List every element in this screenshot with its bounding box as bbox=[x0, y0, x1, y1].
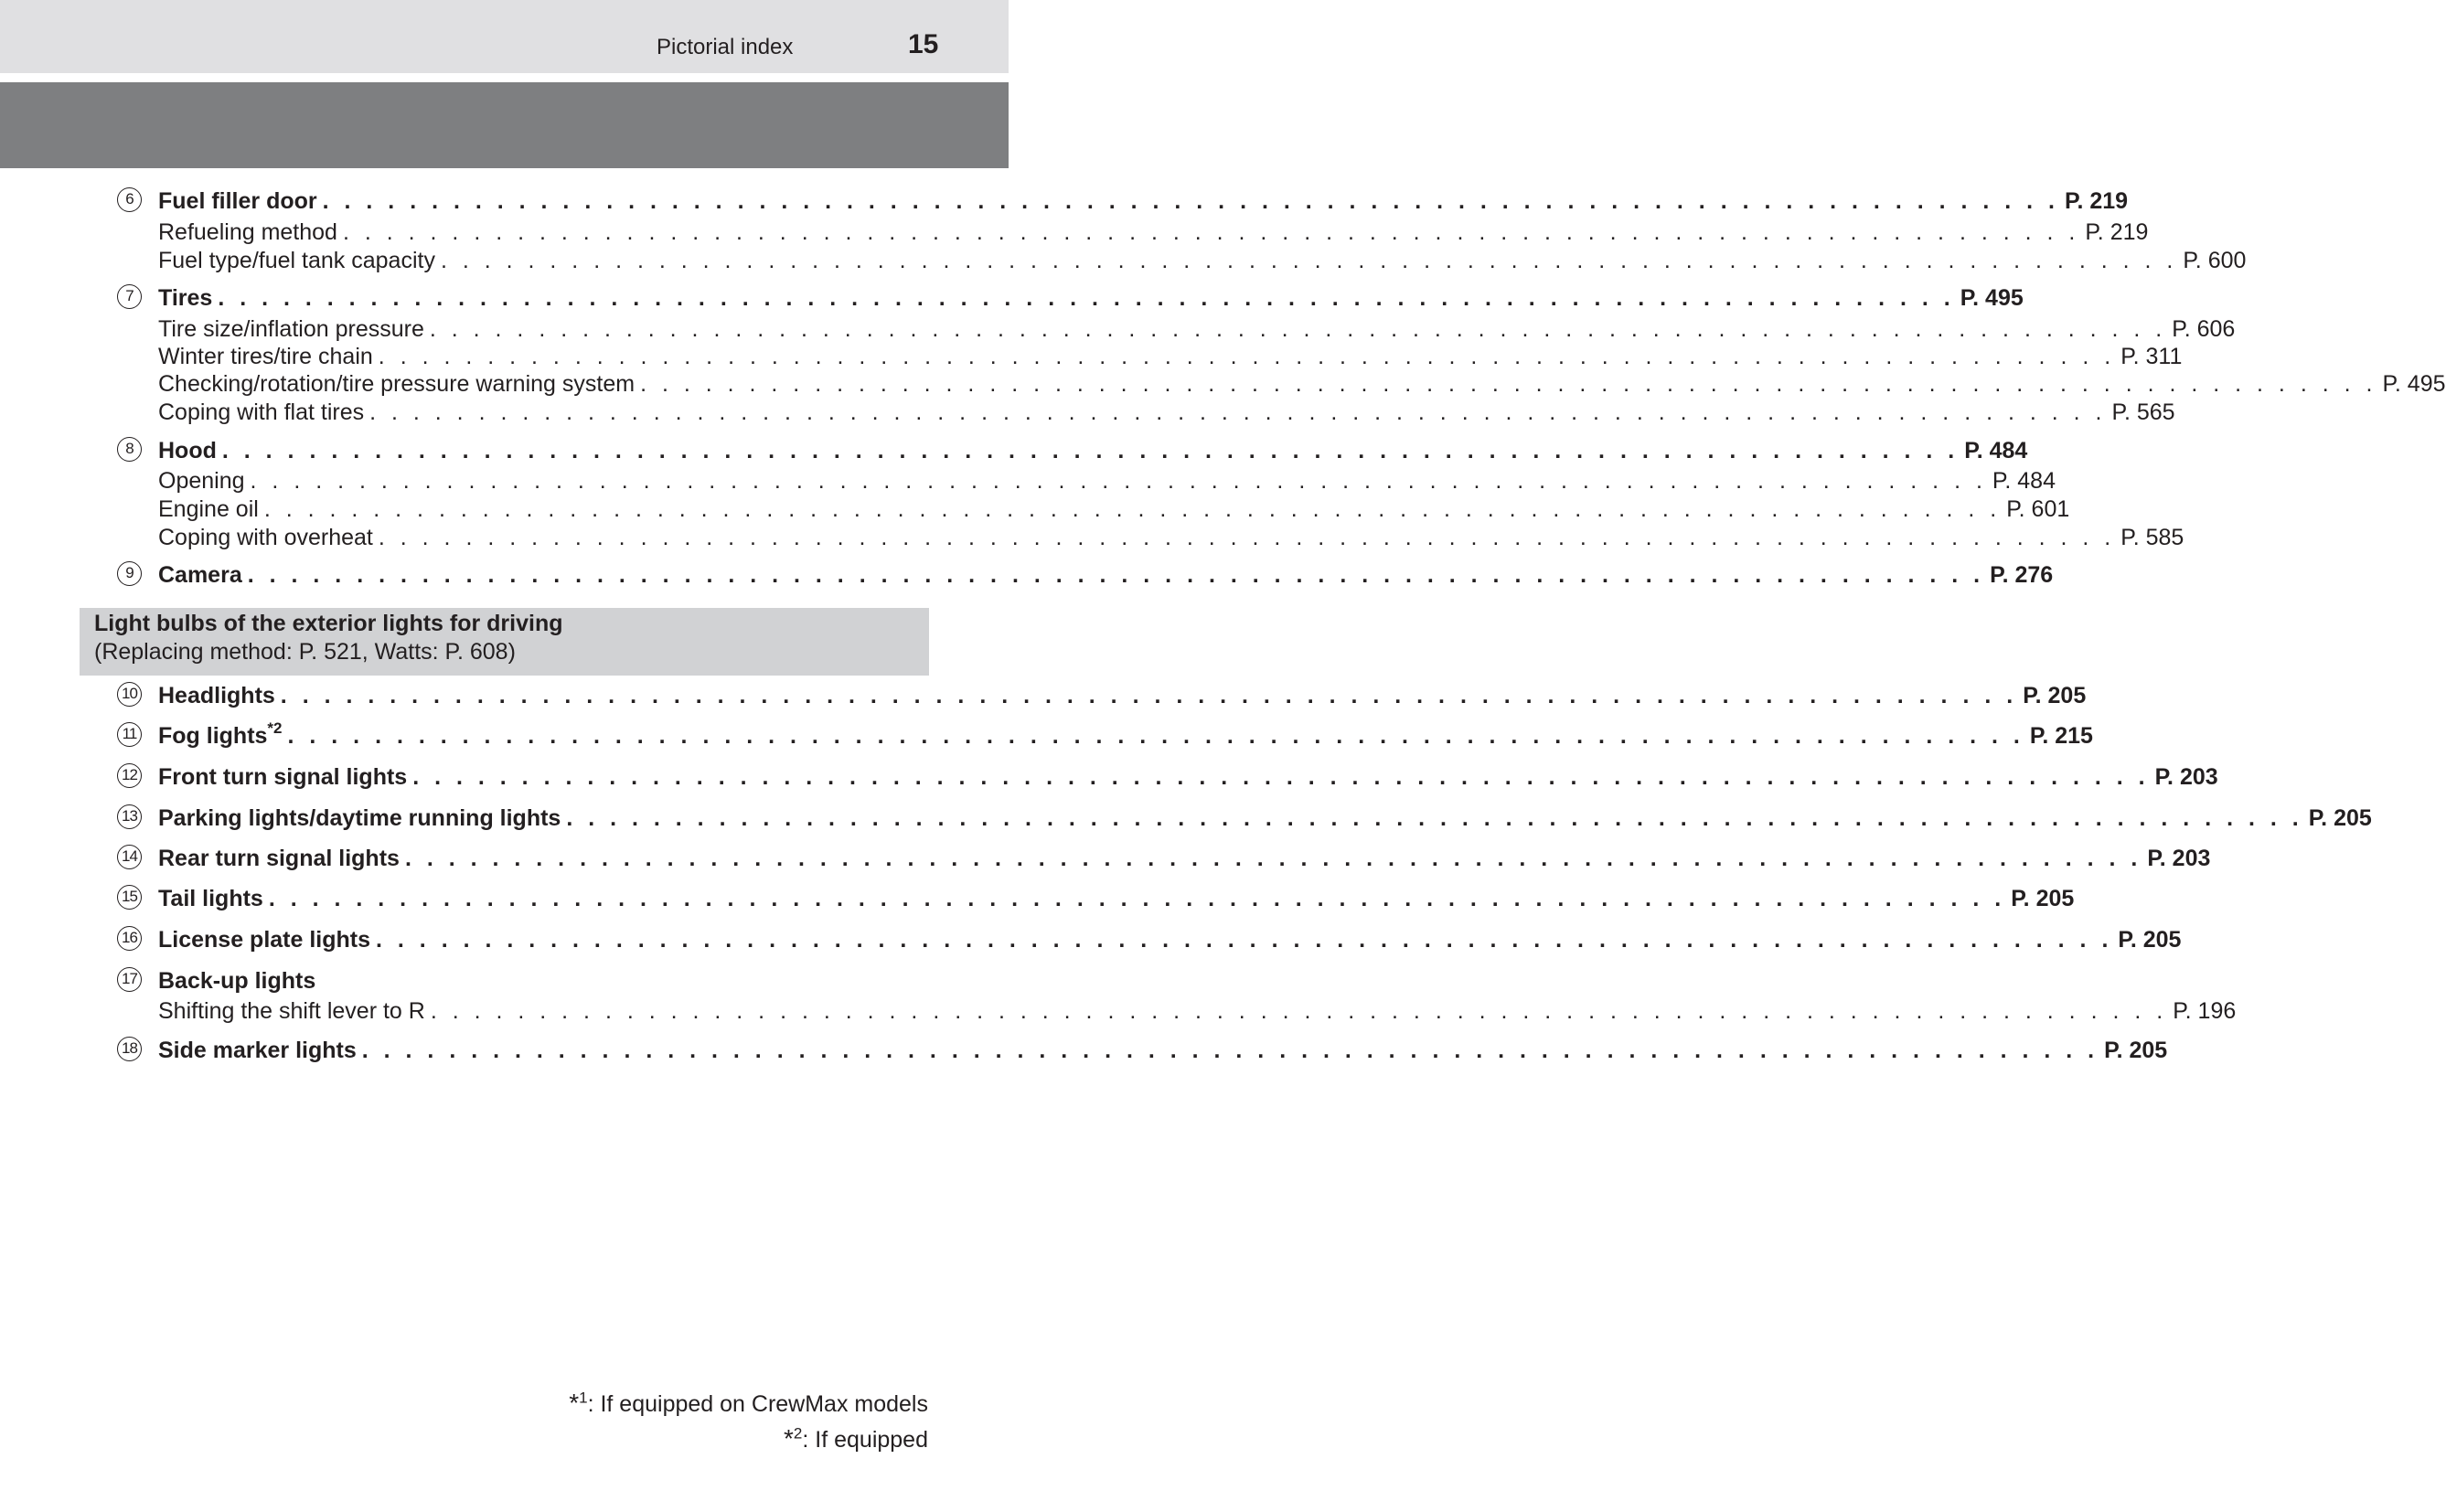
index-subentry bbox=[117, 218, 2149, 248]
entry-label bbox=[158, 804, 561, 832]
page-reference[interactable]: P. 495 bbox=[1960, 285, 2024, 311]
footnote-number: 1 bbox=[579, 1389, 588, 1407]
entry-label-text: Hood bbox=[158, 438, 217, 463]
footnote-text: : If equipped on CrewMax models bbox=[587, 1391, 928, 1417]
entry-label-text: Fog lights bbox=[158, 723, 268, 749]
footnote-1 bbox=[569, 1389, 928, 1418]
entry-line bbox=[158, 343, 2183, 370]
page-reference[interactable]: P. 203 bbox=[2154, 764, 2218, 790]
page-reference[interactable]: P. 205 bbox=[2118, 927, 2182, 953]
entry-label bbox=[158, 719, 283, 750]
page-reference[interactable]: P. 219 bbox=[2085, 219, 2149, 245]
page-reference[interactable]: P. 484 bbox=[1964, 438, 2028, 463]
entry-label-text: Back-up lights bbox=[158, 968, 316, 994]
page-reference[interactable]: P. 219 bbox=[2065, 188, 2129, 214]
page-reference[interactable]: P. 205 bbox=[2104, 1038, 2168, 1063]
entry-line bbox=[158, 997, 2237, 1025]
page-reference[interactable]: P. 205 bbox=[2308, 805, 2372, 831]
entry-label-text: Tire size/inflation pressure bbox=[158, 316, 424, 342]
entry-label-text: License plate lights bbox=[158, 927, 371, 953]
page-reference[interactable]: P. 585 bbox=[2120, 525, 2184, 550]
index-entry bbox=[117, 967, 887, 996]
index-entry bbox=[117, 926, 2182, 955]
entry-line bbox=[158, 247, 2247, 274]
entry-label bbox=[158, 370, 635, 398]
entry-label bbox=[158, 284, 212, 312]
page-reference[interactable]: P. 601 bbox=[2006, 496, 2070, 522]
entry-line bbox=[158, 561, 2054, 589]
page-number: 15 bbox=[908, 29, 939, 59]
entry-number-badge: 18 bbox=[117, 1037, 142, 1061]
entry-label-text: Rear turn signal lights bbox=[158, 846, 400, 871]
entry-label-text: Headlights bbox=[158, 683, 275, 708]
entry-label-text: Camera bbox=[158, 562, 242, 588]
page-reference[interactable]: P. 606 bbox=[2172, 316, 2236, 342]
dot-leader: . . . . . . . . . . . . . . . . . . . . . . . . . . . . . . . . . . . . . . . . . . . . . . . . . . . . . . . . . . . . . . . . . . . . . . . . . . . . . . . . bbox=[268, 886, 2006, 911]
entry-line bbox=[158, 370, 2446, 398]
index-subentry bbox=[117, 370, 2446, 399]
page-reference[interactable]: P. 215 bbox=[2029, 723, 2093, 749]
entry-label-text: Refueling method bbox=[158, 219, 337, 245]
dot-leader: . . . . . . . . . . . . . . . . . . . . . . . . . . . . . . . . . . . . . . . . . . . . . . . . . . . . . . . . . . . . . . . . . . . . . . . . . . . . . . . . bbox=[412, 764, 2150, 790]
entry-label bbox=[158, 315, 424, 343]
dot-leader: . . . . . . . . . . . . . . . . . . . . . . . . . . . . . . . . . . . . . . . . . . . . . . . . . . . . . . . . . . . . . . . . . . . . . . . . . . . . . . . . bbox=[342, 219, 2080, 245]
section-header-title: Pictorial index bbox=[657, 35, 794, 59]
dot-leader: . . . . . . . . . . . . . . . . . . . . . . . . . . . . . . . . . . . . . . . . . . . . . . . . . . . . . . . . . . . . . . . . . . . . . . . . . . . . . . . . bbox=[361, 1038, 2099, 1063]
entry-label bbox=[158, 187, 317, 215]
entry-line bbox=[158, 187, 2129, 215]
index-entry bbox=[117, 763, 2218, 793]
page-reference[interactable]: P. 495 bbox=[2382, 371, 2446, 397]
page-reference[interactable]: P. 311 bbox=[2120, 344, 2183, 369]
dot-leader: . . . . . . . . . . . . . . . . . . . . . . . . . . . . . . . . . . . . . . . . . . . . . . . . . . . . . . . . . . . . . . . . . . . . . . . . . . . . . . . . bbox=[378, 525, 2116, 550]
entry-line bbox=[158, 682, 2087, 709]
entry-number-badge: 10 bbox=[117, 682, 142, 707]
dot-leader: . . . . . . . . . . . . . . . . . . . . . . . . . . . . . . . . . . . . . . . . . . . . . . . . . . . . . . . . . . . . . . . . . . . . . . . . . . . . . . . . bbox=[369, 399, 2107, 425]
entry-label-text: Coping with flat tires bbox=[158, 399, 365, 425]
dot-leader: . . . . . . . . . . . . . . . . . . . . . . . . . . . . . . . . . . . . . . . . . . . . . . . . . . . . . . . . . . . . . . . . . . . . . . . . . . . . . . . . bbox=[218, 285, 1955, 311]
entry-label bbox=[158, 682, 275, 709]
entry-number-badge: 8 bbox=[117, 437, 142, 462]
index-entry bbox=[117, 804, 2372, 834]
entry-number-badge: 16 bbox=[117, 926, 142, 951]
section-subtitle: (Replacing method: P. 521, Watts: P. 608) bbox=[94, 639, 516, 665]
entry-label-text: Tail lights bbox=[158, 886, 263, 911]
entry-label-text: Front turn signal lights bbox=[158, 764, 408, 790]
index-entry bbox=[117, 845, 2211, 874]
entry-number-badge: 14 bbox=[117, 845, 142, 869]
dot-leader: . . . . . . . . . . . . . . . . . . . . . . . . . . . . . . . . . . . . . . . . . . . . . . . . . . . . . . . . . . . . . . . . . . . . . . . . . . . . . . . . bbox=[221, 438, 1960, 463]
entry-line bbox=[158, 885, 2075, 912]
entry-label-text: Side marker lights bbox=[158, 1038, 357, 1063]
dot-leader: . . . . . . . . . . . . . . . . . . . . . . . . . . . . . . . . . . . . . . . . . . . . . . . . . . . . . . . . . . . . . . . . . . . . . . . . . . . . . . . . bbox=[376, 927, 2113, 953]
entry-label bbox=[158, 247, 435, 274]
page-reference[interactable]: P. 205 bbox=[2011, 886, 2075, 911]
dot-leader: . . . . . . . . . . . . . . . . . . . . . . . . . . . . . . . . . . . . . . . . . . . . . . . . . . . . . . . . . . . . . . . . . . . . . . . . . . . . . . . . bbox=[566, 805, 2303, 831]
footnote-2 bbox=[784, 1424, 928, 1453]
entry-line bbox=[158, 315, 2236, 343]
entry-number-badge: 6 bbox=[117, 187, 142, 212]
header-grey-band bbox=[0, 82, 1009, 168]
dot-leader: . . . . . . . . . . . . . . . . . . . . . . . . . . . . . . . . . . . . . . . . . . . . . . . . . . . . . . . . . . . . . . . . . . . . . . . . . . . . . . . . bbox=[280, 683, 2018, 708]
entry-number-badge: 13 bbox=[117, 804, 142, 829]
entry-line bbox=[158, 284, 2024, 312]
entry-label bbox=[158, 763, 407, 791]
entry-number-badge: 12 bbox=[117, 763, 142, 788]
entry-label-text: Checking/rotation/tire pressure warning system bbox=[158, 371, 636, 397]
header-band bbox=[0, 0, 1009, 73]
index-entry bbox=[117, 1037, 2168, 1066]
dot-leader: . . . . . . . . . . . . . . . . . . . . . . . . . . . . . . . . . . . . . . . . . . . . . . . . . . . . . . . . . . . . . . . . . . . . . . . . . . . . . . . . bbox=[247, 562, 1985, 588]
page-reference[interactable]: P. 205 bbox=[2023, 683, 2087, 708]
entry-label bbox=[158, 524, 373, 551]
dot-leader: . . . . . . . . . . . . . . . . . . . . . . . . . . . . . . . . . . . . . . . . . . . . . . . . . . . . . . . . . . . . . . . . . . . . . . . . . . . . . . . . bbox=[250, 468, 1987, 494]
index-subentry bbox=[117, 467, 2056, 496]
entry-label bbox=[158, 1037, 357, 1064]
index-entry bbox=[117, 187, 2129, 217]
entry-number-badge: 7 bbox=[117, 284, 142, 309]
index-entry bbox=[117, 885, 2075, 914]
entry-label-text: Tires bbox=[158, 285, 213, 311]
index-subentry bbox=[117, 524, 2184, 553]
entry-label bbox=[158, 926, 370, 953]
entry-line bbox=[158, 399, 2175, 426]
section-title: Light bulbs of the exterior lights for driving bbox=[94, 611, 563, 636]
dot-leader: . . . . . . . . . . . . . . . . . . . . . . . . . . . . . . . . . . . . . . . . . . . . . . . . . . . . . . . . . . . . . . . . . . . . . . . . . . . . . . . . bbox=[640, 371, 2377, 397]
dot-leader: . . . . . . . . . . . . . . . . . . . . . . . . . . . . . . . . . . . . . . . . . . . . . . . . . . . . . . . . . . . . . . . . . . . . . . . . . . . . . . . . bbox=[263, 496, 2002, 522]
entry-number-badge: 11 bbox=[117, 722, 142, 747]
dot-leader: . . . . . . . . . . . . . . . . . . . . . . . . . . . . . . . . . . . . . . . . . . . . . . . . . . . . . . . . . . . . . . . . . . . . . . . . . . . . . . . . bbox=[322, 188, 2060, 214]
entry-number-badge: 17 bbox=[117, 967, 142, 992]
index-entry bbox=[117, 437, 2028, 466]
dot-leader: . . . . . . . . . . . . . . . . . . . . . . . . . . . . . . . . . . . . . . . . . . . . . . . . . . . . . . . . . . . . . . . . . . . . . . . . . . . . . . . . bbox=[404, 846, 2142, 871]
entry-line bbox=[158, 719, 2093, 750]
entry-line bbox=[158, 467, 2056, 495]
footnote-number: 2 bbox=[793, 1424, 803, 1443]
entry-line bbox=[158, 1037, 2168, 1064]
entry-label-text: Winter tires/tire chain bbox=[158, 344, 373, 369]
entry-line bbox=[158, 495, 2070, 523]
entry-label bbox=[158, 845, 400, 872]
entry-label bbox=[158, 561, 242, 589]
page-reference[interactable]: P. 196 bbox=[2173, 998, 2237, 1024]
entry-label bbox=[158, 967, 315, 995]
entry-line bbox=[158, 218, 2149, 246]
entry-label bbox=[158, 885, 263, 912]
index-subentry bbox=[117, 495, 2070, 525]
footnote-text: : If equipped bbox=[802, 1427, 928, 1453]
page-reference[interactable]: P. 600 bbox=[2183, 248, 2247, 273]
entry-label bbox=[158, 997, 425, 1025]
entry-label bbox=[158, 218, 337, 246]
dot-leader: . . . . . . . . . . . . . . . . . . . . . . . . . . . . . . . . . . . . . . . . . . . . . . . . . . . . . . . . . . . . . . . . . . . . . . . . . . . . . . . . bbox=[287, 723, 2024, 749]
dot-leader: . . . . . . . . . . . . . . . . . . . . . . . . . . . . . . . . . . . . . . . . . . . . . . . . . . . . . . . . . . . . . . . . . . . . . . . . . . . . . . . . bbox=[429, 316, 2167, 342]
index-subentry bbox=[117, 997, 2237, 1027]
entry-label-text: Fuel filler door bbox=[158, 188, 317, 214]
entry-number-badge: 9 bbox=[117, 561, 142, 586]
entry-line bbox=[158, 967, 887, 995]
entry-label-text: Opening bbox=[158, 468, 245, 494]
entry-label bbox=[158, 495, 259, 523]
footnote-reference: *2 bbox=[267, 719, 283, 737]
entry-label bbox=[158, 343, 373, 370]
index-entry bbox=[117, 719, 2093, 751]
dot-leader: . . . . . . . . . . . . . . . . . . . . . . . . . . . . . . . . . . . . . . . . . . . . . . . . . . . . . . . . . . . . . . . . . . . . . . . . . . . . . . . . bbox=[378, 344, 2116, 369]
index-entry bbox=[117, 682, 2087, 711]
entry-line bbox=[158, 763, 2218, 791]
entry-label-text: Fuel type/fuel tank capacity bbox=[158, 248, 435, 273]
entry-line bbox=[158, 845, 2211, 872]
entry-label-text: Coping with overheat bbox=[158, 525, 373, 550]
index-entry bbox=[117, 561, 2054, 591]
index-subentry bbox=[117, 247, 2247, 276]
dot-leader: . . . . . . . . . . . . . . . . . . . . . . . . . . . . . . . . . . . . . . . . . . . . . . . . . . . . . . . . . . . . . . . . . . . . . . . . . . . . . . . . bbox=[430, 998, 2168, 1024]
index-subentry bbox=[117, 399, 2175, 428]
entry-number-badge: 15 bbox=[117, 885, 142, 910]
entry-label-text: Shifting the shift lever to R bbox=[158, 998, 425, 1024]
entry-label-text: Engine oil bbox=[158, 496, 259, 522]
footnote-mark: * bbox=[569, 1389, 580, 1417]
page-reference[interactable]: P. 484 bbox=[1992, 468, 2056, 494]
entry-line bbox=[158, 437, 2028, 464]
entry-label bbox=[158, 437, 217, 464]
page-reference[interactable]: P. 203 bbox=[2147, 846, 2211, 871]
dot-leader: . . . . . . . . . . . . . . . . . . . . . . . . . . . . . . . . . . . . . . . . . . . . . . . . . . . . . . . . . . . . . . . . . . . . . . . . . . . . . . . . bbox=[440, 248, 2178, 273]
index-subentry bbox=[117, 315, 2236, 345]
index-subentry bbox=[117, 343, 2183, 372]
header-divider bbox=[0, 73, 1009, 82]
entry-line bbox=[158, 926, 2182, 953]
entry-line bbox=[158, 524, 2184, 551]
entry-label bbox=[158, 467, 245, 495]
page-reference[interactable]: P. 276 bbox=[1990, 562, 2054, 588]
page-reference[interactable]: P. 565 bbox=[2111, 399, 2175, 425]
footnote-mark: * bbox=[784, 1424, 794, 1453]
entry-line bbox=[158, 804, 2372, 832]
entry-label-text: Parking lights/daytime running lights bbox=[158, 805, 561, 831]
index-entry bbox=[117, 284, 2024, 314]
entry-label bbox=[158, 399, 364, 426]
